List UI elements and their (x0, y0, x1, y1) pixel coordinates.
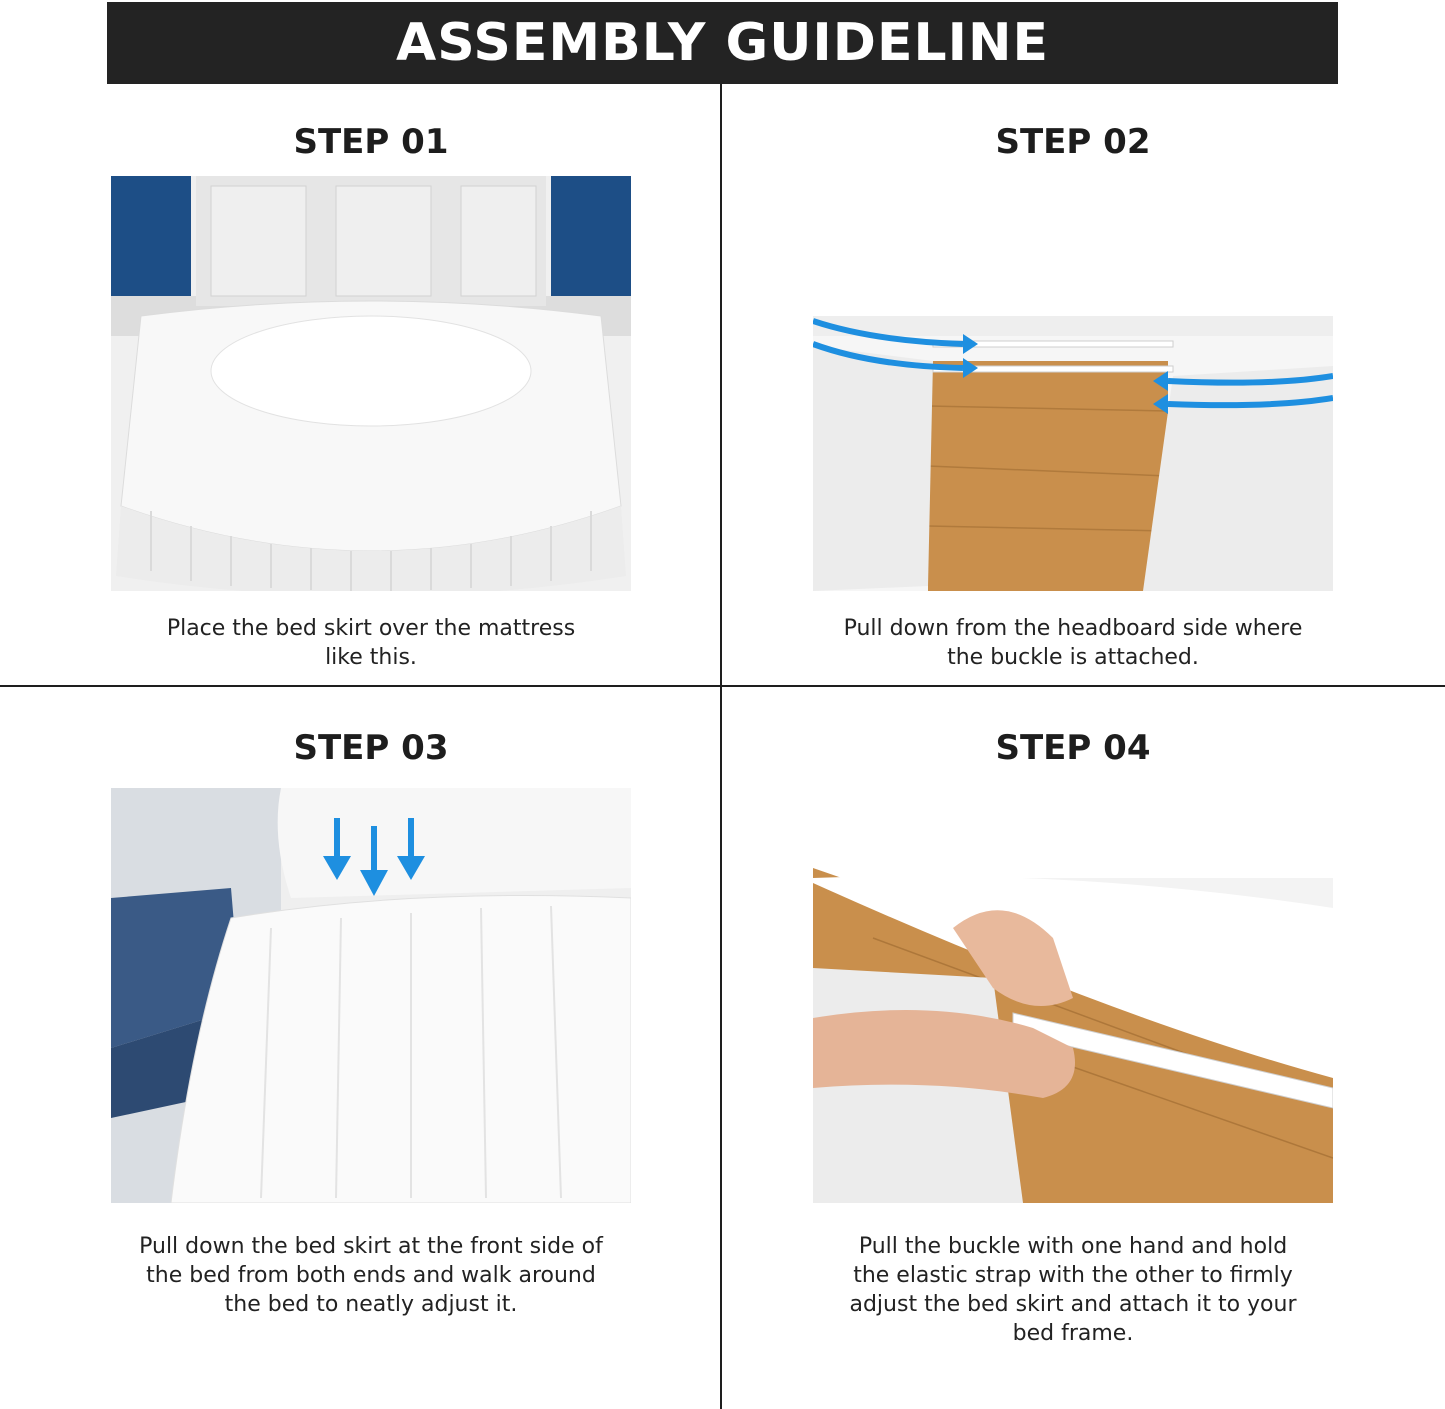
step-04-description: Pull the buckle with one hand and hold the elastic strap with the other to firmly adjust the bed skirt and attach it to your bed frame. (849, 1234, 1297, 1346)
step-02-photo (813, 176, 1333, 591)
step-02-description: Pull down from the headboard side where the buckle is attached. (843, 616, 1303, 670)
step-04-title: STEP 04 (995, 728, 1151, 768)
step-01-description: Place the bed skirt over the mattress like this. (166, 616, 576, 670)
step-04-photo (813, 788, 1333, 1203)
step-01-title: STEP 01 (293, 122, 449, 162)
banner-title: ASSEMBLY GUIDELINE (396, 13, 1049, 73)
step-02-title: STEP 02 (995, 122, 1151, 162)
step-01-photo (111, 176, 631, 591)
step-03-photo (111, 788, 631, 1203)
horizontal-divider (0, 685, 1445, 687)
guideline-banner (107, 2, 1338, 84)
step-03-description: Pull down the bed skirt at the front side of the bed from both ends and walk around the bed to neatly adjust it. (139, 1234, 603, 1317)
vertical-divider (720, 84, 722, 1409)
step-03-title: STEP 03 (293, 728, 449, 768)
